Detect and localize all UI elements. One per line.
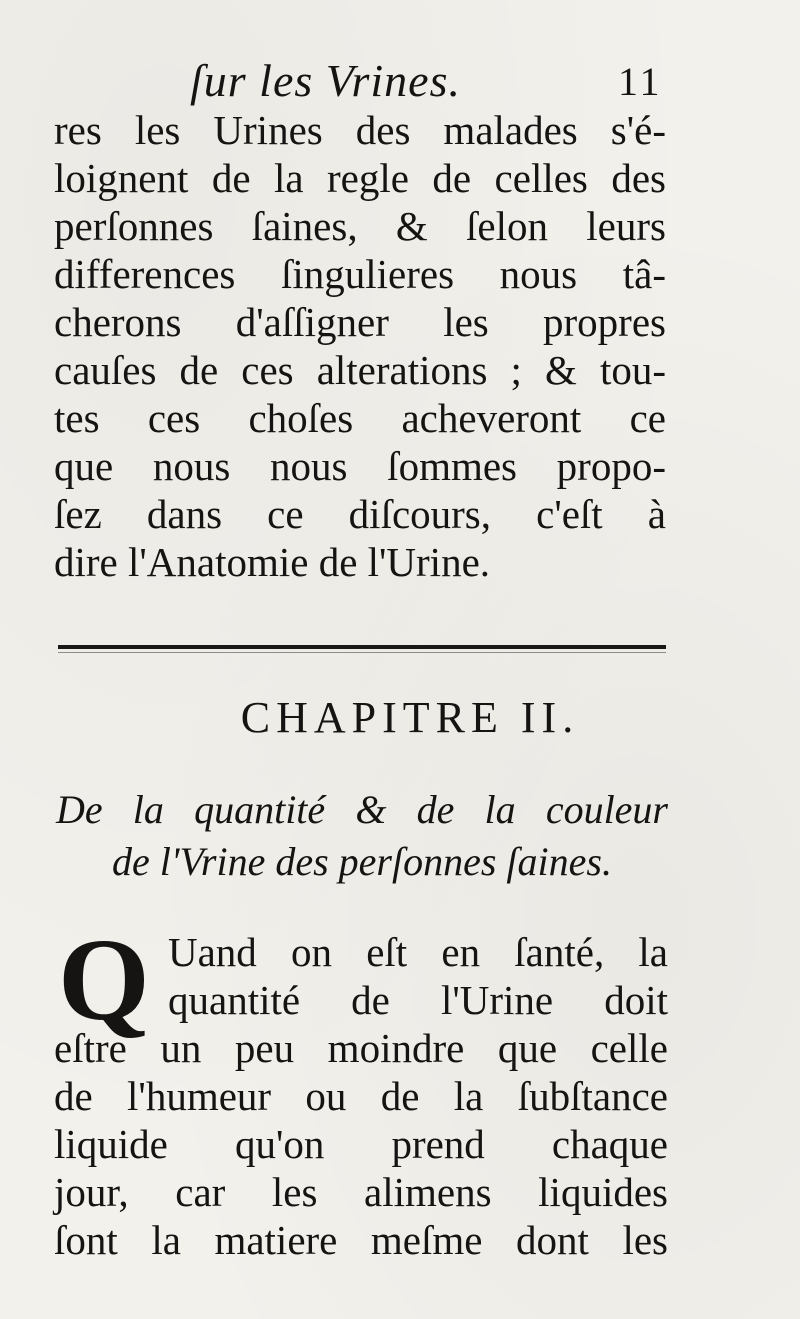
text-line: ſez dans ce diſcours, c'eſt à (54, 491, 666, 537)
section-divider (58, 645, 666, 649)
text-line: ſont la matiere meſme dont les (54, 1217, 668, 1263)
text-line: loignent de la regle de celles des (54, 155, 666, 201)
text-line: res les Urines des malades s'é- (54, 107, 666, 153)
text-line: differences ſingulieres nous tâ- (54, 251, 666, 297)
text-line: quantité de l'Urine doit (168, 977, 668, 1023)
chapter-subtitle-line: de l'Vrine des perſonnes ſaines. (112, 839, 612, 884)
chapter-paragraph (54, 914, 668, 1264)
page-number: 11 (618, 59, 663, 104)
text-line: que nous nous ſommes propo- (54, 443, 666, 489)
running-title: ſur les Vrines. (190, 55, 461, 106)
text-line: Uand on eſt en ſanté, la (168, 929, 668, 975)
text-line: de l'humeur ou de la ſubſtance (54, 1073, 668, 1119)
text-line: dire l'Anatomie de l'Urine. (54, 539, 491, 585)
text-line: tes ces choſes acheveront ce (54, 395, 666, 441)
text-line: cauſes de ces alterations ; & tou- (54, 347, 666, 393)
chapter-heading: CHAPITRE II. (240, 693, 580, 742)
drop-cap: Q (58, 914, 150, 1045)
paragraph-continuation (54, 106, 666, 586)
text-line: cherons d'aſſigner les propres (54, 299, 666, 345)
text-line: jour, car les alimens liquides (54, 1169, 668, 1215)
text-line: liquide qu'on prend chaque (54, 1121, 668, 1167)
text-line: eſtre un peu moindre que celle (54, 1025, 668, 1071)
text-line: perſonnes ſaines, & ſelon leurs (54, 203, 666, 249)
running-head (0, 52, 800, 112)
chapter-subtitle-line: De la quantité & de la couleur (56, 787, 668, 832)
